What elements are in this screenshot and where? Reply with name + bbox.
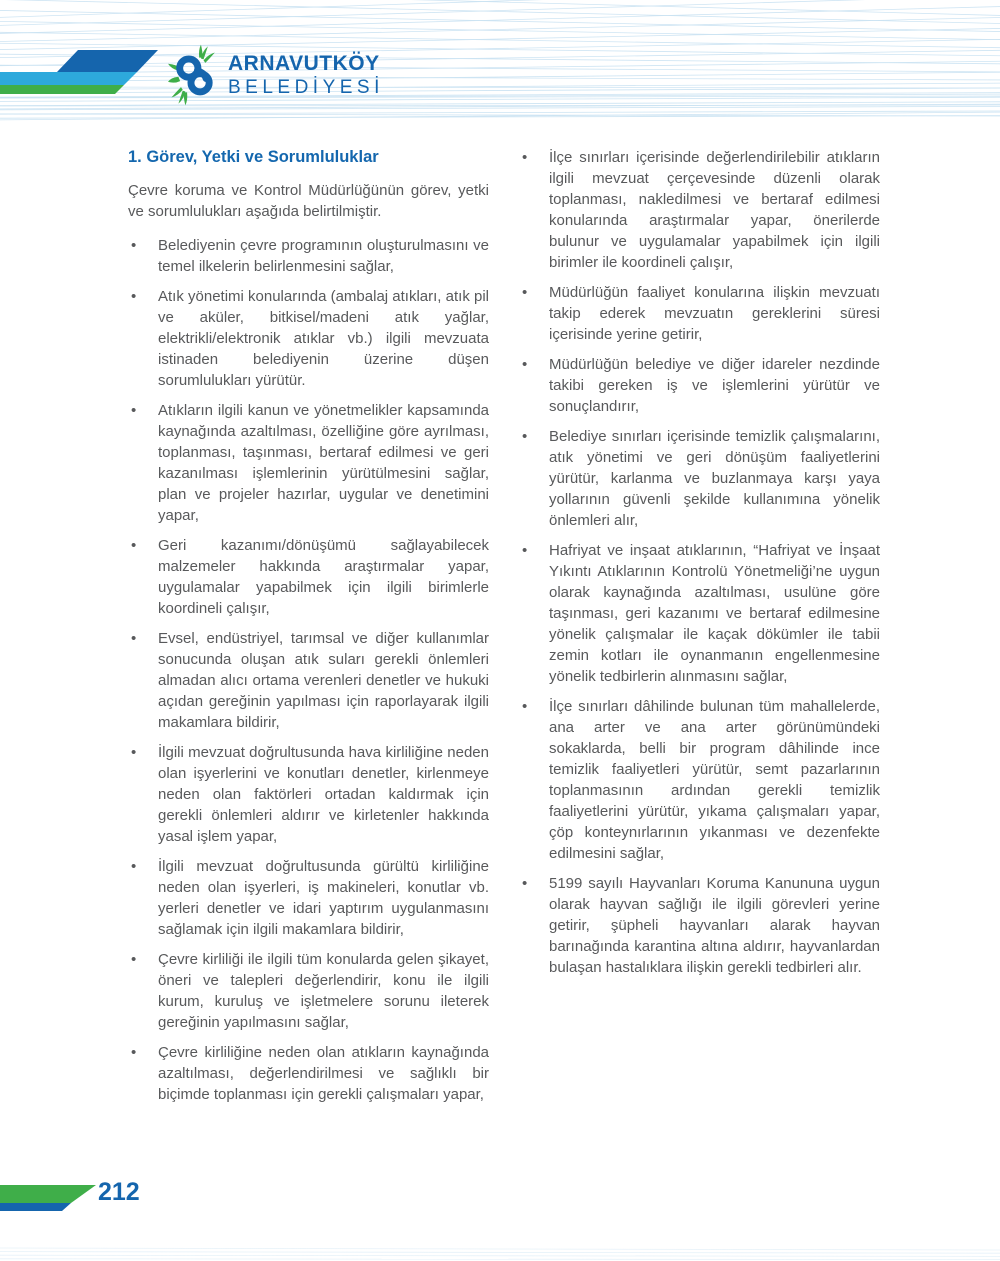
bullet-marker: •: [522, 356, 528, 373]
bullet-marker: •: [131, 630, 137, 647]
list-item-text: Çevre kirliliğine neden olan atıkların kaynağında azaltılması, değerlendirilmesi ve sağlıklı bir biçimde toplanması için gerekli çalışmaları yapar,: [158, 1044, 489, 1103]
list-item-text: Müdürlüğün faaliyet konularına ilişkin mevzuatı takip ederek mevzuatın gereklerini süresi içerisinde yerine getirir,: [549, 284, 880, 343]
list-item: [128, 742, 489, 847]
left-column: [128, 147, 489, 1114]
bullet-marker: •: [522, 284, 528, 301]
bullet-marker: •: [522, 698, 528, 715]
right-column: [519, 147, 880, 1114]
list-item-text: Atık yönetimi konularında (ambalaj atıkları, atık pil ve aküler, bitkisel/madeni atık yağlar, elektrikli/elektronik atıklar vb.) ilgili mevzuata istinaden belediyenin üzerine düşen sorumlulukları yürütür.: [158, 288, 489, 389]
list-item: [128, 1042, 489, 1105]
footer-stripe-green: [0, 1185, 110, 1203]
logo-text: [228, 53, 384, 98]
bullet-marker: •: [131, 237, 137, 254]
bullet-marker: •: [131, 1044, 137, 1061]
logo-title: ARNAVUTKÖY: [228, 51, 380, 75]
list-item: [519, 873, 880, 978]
bullet-marker: •: [131, 288, 137, 305]
page-header: [0, 0, 1000, 125]
list-item-text: Müdürlüğün belediye ve diğer idareler nezdinde takibi gereken iş ve işlemlerini yürütür ve sonuçlandırır,: [549, 356, 880, 415]
list-item-text: İlçe sınırları dâhilinde bulunan tüm mahallelerde, ana arter ve ana arter görünümündeki sokaklarda, belli bir program dâhilinde ince temizlik faaliyetleri yürütür, semt pazarlarının toplanmasının ardından gerekli temizlik faaliyetlerini yürütür, yıkama çalışmaları yapar, çöp konteynırlarının yıkanması ve dezenfekte edilmesini sağlar,: [549, 698, 880, 862]
list-item: [128, 535, 489, 619]
list-item-text: Hafriyat ve inşaat atıklarının, “Hafriyat ve İnşaat Yıkıntı Atıklarının Kontrolü Yönetmeliği’ne uygun olarak kaynağında azaltılması, usulüne göre taşınması, geri kazanımı ve bertaraf edilmesine yönelik çalışmalar ile kaçak dökümler ile tabii zemin kotları ile oynanmanın engellenmesine yönelik tedbirlerin alınmasını sağlar,: [549, 542, 880, 685]
bullet-marker: •: [131, 744, 137, 761]
duties-list-right: [519, 147, 880, 978]
page-title: 1. Görev, Yetki ve Sorumluluklar: [128, 148, 379, 166]
list-item-text: Atıkların ilgili kanun ve yönetmelikler kapsamında kaynağında azaltılması, özelliğine göre ayrılması, toplanması, taşınması, bertaraf edilmesi ve geri kazanılması işlemlerinin yürütülmesini sağlar, plan ve projeler hazırlar, uygular ve denetimini yapar,: [158, 402, 489, 524]
bullet-marker: •: [131, 402, 137, 419]
list-item: [128, 286, 489, 391]
municipality-logo: [168, 44, 384, 106]
bullet-marker: •: [131, 951, 137, 968]
municipality-logo-icon: [168, 44, 220, 106]
guilloche-line-pattern: [0, 0, 1000, 125]
bullet-marker: •: [522, 875, 528, 892]
list-item-text: Belediyenin çevre programının oluşturulmasını ve temel ilkelerin belirlenmesini sağlar,: [158, 237, 489, 275]
duties-list-left: [128, 235, 489, 1105]
list-item-text: Geri kazanımı/dönüşümü sağlayabilecek malzemeler hakkında araştırmalar yapar, uygulamalar yapabilmek için ilgili birimlerle koordineli çalışır,: [158, 537, 489, 617]
bullet-marker: •: [522, 149, 528, 166]
list-item: [519, 426, 880, 531]
logo-subtitle: BELEDİYESİ: [228, 76, 384, 98]
document-body: [128, 147, 880, 1114]
bullet-marker: •: [131, 858, 137, 875]
list-item-text: Evsel, endüstriyel, tarımsal ve diğer kullanımlar sonucunda oluşan atık suları gerekli önlemleri almadan alıcı ortama verenleri denetler ve hukuki açıdan gereğinin yapılması için raporlayarak ilgili makamlara bildirir,: [158, 630, 489, 731]
list-item: [519, 696, 880, 864]
list-item-text: İlçe sınırları içerisinde değerlendirilebilir atıkların ilgili mevzuat çerçevesinde düzenli olarak toplanması, nakledilmesi ve bertaraf edilmesi konularında araştırmalar yapar, önerilerde bulunur ve uygulamalar yapabilmek için ilgili birimler ile koordineli çalışır,: [549, 149, 880, 271]
list-item: [128, 400, 489, 526]
list-item: [128, 628, 489, 733]
list-item: [519, 147, 880, 273]
bullet-marker: •: [522, 428, 528, 445]
list-item: [128, 856, 489, 940]
list-item: [128, 235, 489, 277]
footer-stripe-blue: [0, 1203, 80, 1211]
list-item-text: Çevre kirliliği ile ilgili tüm konularda gelen şikayet, öneri ve talepleri değerlendirir, konu ile ilgili kurum, kuruluş ve işletmelere sorunu ileterek gereğinin yapılmasını sağlar,: [158, 951, 489, 1031]
bottom-line-pattern: [0, 1246, 1000, 1261]
list-item: [519, 540, 880, 687]
list-item-text: İlgili mevzuat doğrultusunda gürültü kirliliğine neden olan işyerleri, iş makineleri, konutlar vb. yerleri denetler ve idari yaptırım uygulanmasını sağlamak için ilgili makamlara bildirir,: [158, 858, 489, 938]
list-item-text: 5199 sayılı Hayvanları Koruma Kanununa uygun olarak hayvan sağlığı ile ilgili görevleri yerine getirir, şüpheli hayvanları alarak hayvan barınağında karantina altına aldırır, hayvanlardan bulaşan hastalıklara ilişkin gerekli tedbirleri alır.: [549, 875, 880, 976]
list-item: [519, 282, 880, 345]
list-item: [519, 354, 880, 417]
page-number: 212: [98, 1178, 140, 1206]
list-item-text: İlgili mevzuat doğrultusunda hava kirliliğine neden olan işyerlerini ve konutları denetler, kirlenmeye neden olan faktörleri ortadan kaldırmak için gerekli önlemleri aldırır ve kirletenler hakkında yasal işlem yapar,: [158, 744, 489, 845]
intro-paragraph: Çevre koruma ve Kontrol Müdürlüğünün görev, yetki ve sorumlulukları aşağıda belirtilmiştir.: [128, 182, 489, 220]
bullet-marker: •: [522, 542, 528, 559]
bullet-marker: •: [131, 537, 137, 554]
list-item-text: Belediye sınırları içerisinde temizlik çalışmalarını, atık yönetimi ve geri dönüşüm faaliyetlerini yürütür, karlanma ve buzlanmaya karşı yaya yollarının güvenli şekilde kullanımına yönelik önlemleri alır,: [549, 428, 880, 529]
list-item: [128, 949, 489, 1033]
